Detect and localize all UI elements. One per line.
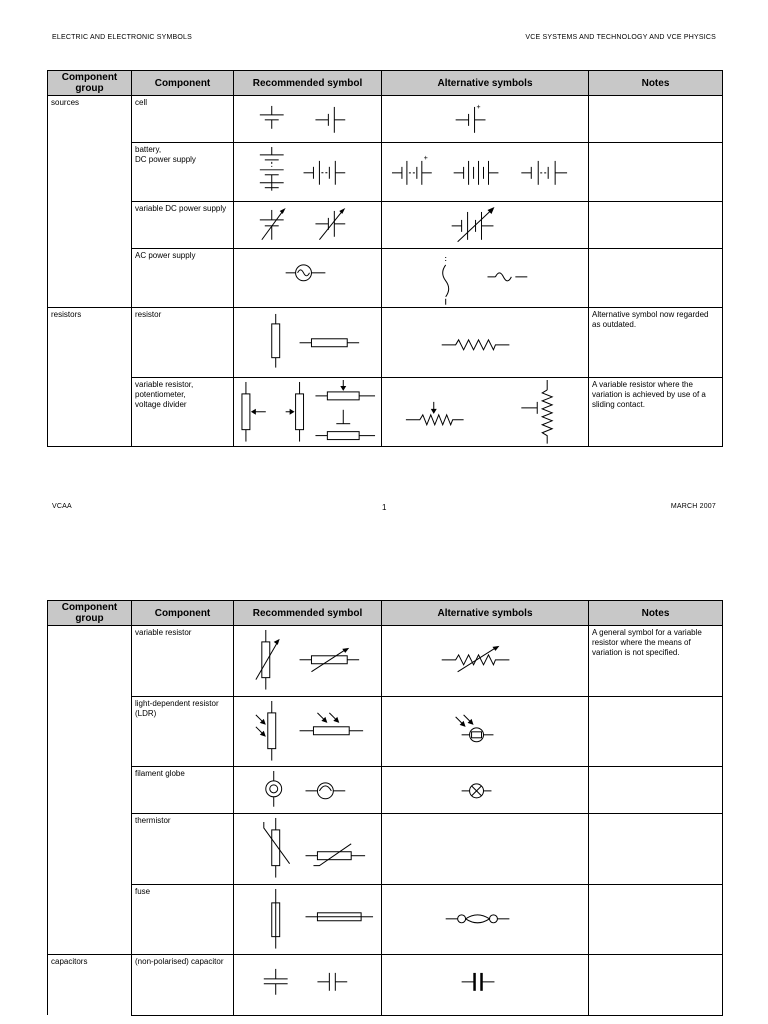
table-row-thermistor: [48, 814, 723, 885]
notes-variable-dc: [589, 202, 723, 249]
alternative-capacitor-symbol: [382, 955, 589, 1016]
recommended-capacitor-symbol: [234, 955, 382, 1016]
table-row-variable-dc: [48, 202, 723, 249]
filament-globe-symbol-icon: [234, 767, 381, 813]
component-filament-globe: filament globe: [132, 767, 234, 814]
notes-ldr: [589, 696, 723, 767]
component-battery: battery, DC power supply: [132, 142, 234, 202]
component-variable-resistor: variable resistor: [132, 626, 234, 697]
recommended-variable-resistor-symbol: [234, 626, 382, 697]
cell-plus-sign: +: [476, 103, 481, 111]
variable-dc-alt-symbol-icon: [382, 202, 588, 248]
capacitor-symbol-icon: [234, 955, 381, 1015]
table-row-ac: [48, 249, 723, 308]
component-thermistor: thermistor: [132, 814, 234, 885]
alternative-thermistor: [382, 814, 589, 885]
alternative-battery-symbols: [382, 142, 589, 202]
thermistor-symbol-icon: [234, 814, 381, 884]
alternative-potentiometer-symbols: [382, 377, 589, 447]
notes-resistor: Alternative symbol now regarded as outdated.: [589, 307, 723, 377]
header-title-right: VCE SYSTEMS AND TECHNOLOGY AND VCE PHYSICS: [525, 34, 716, 41]
header-recommended-symbol: Recommended symbol: [234, 71, 382, 96]
table-header-row: [48, 71, 723, 96]
filament-globe-alt-symbol-icon: [382, 767, 588, 813]
recommended-fuse-symbol: [234, 884, 382, 955]
notes-capacitor: [589, 955, 723, 1016]
alternative-filament-globe-symbol: [382, 767, 589, 814]
header-component: Component: [132, 601, 234, 626]
group-sources: sources: [48, 96, 132, 143]
recommended-ldr-symbol: [234, 696, 382, 767]
component-cell: cell: [132, 96, 234, 143]
header-title-left: ELECTRIC AND ELECTRONIC SYMBOLS: [52, 34, 193, 41]
battery-plus-sign: +: [423, 154, 428, 162]
variable-resistor-alt-symbol-icon: [382, 626, 588, 696]
table-row-battery: [48, 142, 723, 202]
table-row-potentiometer: [48, 377, 723, 447]
component-variable-dc-power-supply: variable DC power supply: [132, 202, 234, 249]
notes-filament-globe: [589, 767, 723, 814]
footer-left: VCAA: [52, 503, 72, 510]
variable-dc-symbol-icon: [234, 202, 381, 248]
battery-symbol-icon: [234, 143, 381, 202]
group-resistors: resistors: [48, 307, 132, 377]
header-component: Component: [132, 71, 234, 96]
alternative-variable-resistor-symbol: [382, 626, 589, 697]
header-recommended-symbol: Recommended symbol: [234, 601, 382, 626]
component-ldr: light-dependent resistor (LDR): [132, 696, 234, 767]
header-alternative-symbols: Alternative symbols: [382, 601, 589, 626]
notes-fuse: [589, 884, 723, 955]
alternative-ac-symbols: [382, 249, 589, 308]
component-capacitor: (non-polarised) capacitor: [132, 955, 234, 1016]
recommended-potentiometer-symbols: [234, 377, 382, 447]
resistor-symbol-icon: [234, 308, 381, 377]
cell-symbol-icon: [234, 96, 381, 142]
table-header-row: [48, 601, 723, 626]
recommended-cell-symbol: [234, 96, 382, 143]
table-row-filament-globe: [48, 767, 723, 814]
table-row-resistor: [48, 307, 723, 377]
notes-cell: [589, 96, 723, 143]
ldr-alt-symbol-icon: [382, 697, 588, 767]
table-row-cell: [48, 96, 723, 143]
table-row-fuse: [48, 884, 723, 955]
fuse-symbol-icon: [234, 885, 381, 955]
table-row-capacitor: [48, 955, 723, 1016]
recommended-battery-symbol: [234, 142, 382, 202]
notes-potentiometer: A variable resistor where the variation is achieved by use of a sliding contact.: [589, 377, 723, 447]
ac-symbol-icon: [234, 249, 381, 307]
cell-alt-symbol-icon: [382, 96, 588, 142]
alternative-resistor-symbol: [382, 307, 589, 377]
variable-resistor-symbol-icon: [234, 626, 381, 696]
notes-variable-resistor: A general symbol for a variable resistor where the means of variation is not specified.: [589, 626, 723, 697]
recommended-thermistor-symbol: [234, 814, 382, 885]
resistor-zigzag-icon: [382, 308, 588, 377]
alternative-fuse-symbol: [382, 884, 589, 955]
header-notes: Notes: [589, 601, 723, 626]
header-component-group: Component group: [48, 71, 132, 96]
alternative-variable-dc-symbol: [382, 202, 589, 249]
header-component-group: Component group: [48, 601, 132, 626]
component-ac-power-supply: AC power supply: [132, 249, 234, 308]
recommended-resistor-symbol: [234, 307, 382, 377]
group-capacitors: capacitors: [48, 955, 132, 1016]
recommended-variable-dc-symbol: [234, 202, 382, 249]
potentiometer-alt-symbols-icon: [382, 378, 588, 447]
symbols-table-page-1: [47, 70, 723, 447]
component-fuse: fuse: [132, 884, 234, 955]
alternative-cell-symbol: [382, 96, 589, 143]
ldr-symbol-icon: [234, 697, 381, 767]
footer-right: MARCH 2007: [670, 503, 716, 510]
symbols-table-page-2: [47, 600, 723, 1016]
component-resistor: resistor: [132, 307, 234, 377]
component-variable-resistor-potentiometer: variable resistor, potentiometer, voltage divider: [132, 377, 234, 447]
footer-page-number: 1: [382, 503, 387, 512]
potentiometer-symbols-icon: [234, 378, 381, 447]
capacitor-alt-symbol-icon: [382, 955, 588, 1015]
header-notes: Notes: [589, 71, 723, 96]
table-row-ldr: [48, 696, 723, 767]
notes-thermistor: [589, 814, 723, 885]
notes-battery: [589, 142, 723, 202]
recommended-ac-symbol: [234, 249, 382, 308]
header-alternative-symbols: Alternative symbols: [382, 71, 589, 96]
battery-alt-symbols-icon: [382, 143, 588, 202]
notes-ac: [589, 249, 723, 308]
fuse-alt-symbol-icon: [382, 885, 588, 955]
table-row-variable-resistor: [48, 626, 723, 697]
recommended-filament-globe-symbol: [234, 767, 382, 814]
alternative-ldr-symbol: [382, 696, 589, 767]
ac-alt-symbols-icon: [382, 249, 588, 307]
